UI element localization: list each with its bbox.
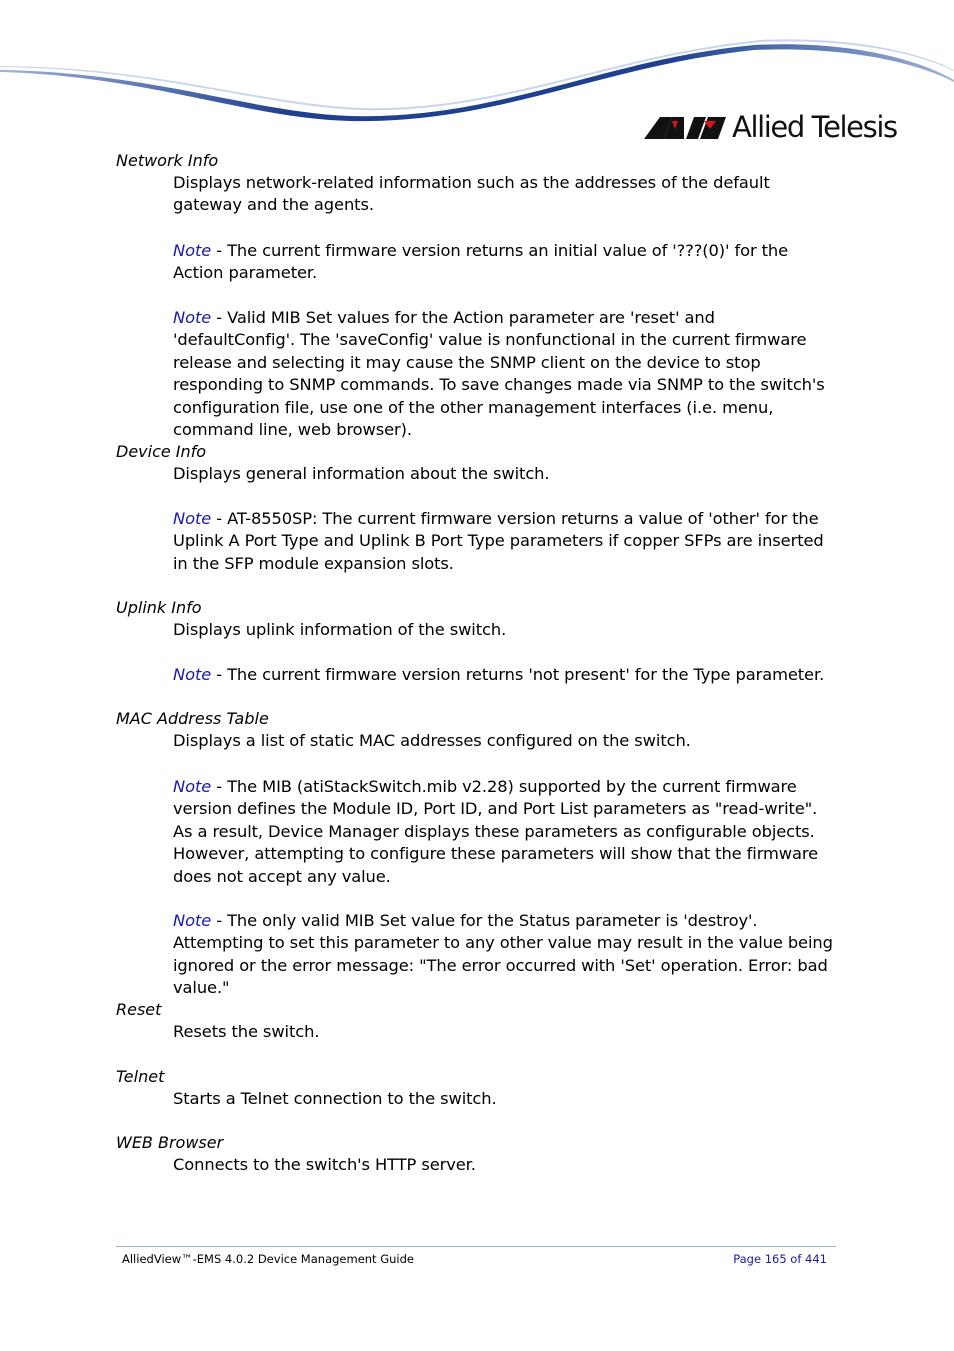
paragraph xyxy=(173,1154,841,1176)
section-title-web-browser: WEB Browser xyxy=(116,1133,224,1152)
note-paragraph xyxy=(173,240,841,285)
note-paragraph xyxy=(173,910,841,1000)
note-label: Note xyxy=(173,911,212,930)
paragraph xyxy=(173,1021,841,1043)
note-label: Note xyxy=(173,777,212,796)
paragraph-text: Connects to the switch's HTTP server. xyxy=(173,1155,476,1174)
note-paragraph xyxy=(173,776,841,888)
paragraph-text: Displays network-related information such as the addresses of the default gateway and the agents. xyxy=(173,173,770,215)
paragraph-text: Displays uplink information of the switch. xyxy=(173,620,507,639)
paragraph xyxy=(173,730,841,752)
paragraph xyxy=(173,619,841,641)
note-paragraph xyxy=(173,664,841,686)
section-title-uplink-info: Uplink Info xyxy=(116,598,202,617)
section-title-mac-address-table: MAC Address Table xyxy=(116,709,269,728)
logo-text: Allied Telesis xyxy=(732,110,897,144)
footer-document-title: AlliedView™-EMS 4.0.2 Device Management Guide xyxy=(122,1252,414,1266)
allied-telesis-logo xyxy=(644,112,906,146)
paragraph xyxy=(173,172,841,217)
footer-divider xyxy=(116,1246,836,1247)
note-label: Note xyxy=(173,509,212,528)
note-text: - AT-8550SP: The current firmware version returns a value of 'other' for the Uplink A Port Type and Uplink B Port Type parameters if copper SFPs are inserted in the SFP module expansion slots. xyxy=(173,509,824,573)
note-paragraph xyxy=(173,508,841,575)
paragraph xyxy=(173,1088,841,1110)
note-text: - Valid MIB Set values for the Action parameter are 'reset' and 'defaultConfig'. The 'saveConfig' value is nonfunctional in the current firmware release and selecting it may cause the SNMP client on the device to stop responding to SNMP commands. To save changes made via SNMP to the switch's configuration file, use one of the other management interfaces (i.e. menu, command line, web browser). xyxy=(173,308,825,440)
footer-page-number: Page 165 of 441 xyxy=(733,1252,827,1266)
section-title-reset: Reset xyxy=(116,1000,162,1019)
paragraph xyxy=(173,463,841,485)
section-title-network-info: Network Info xyxy=(116,151,219,170)
section-title-telnet: Telnet xyxy=(116,1067,165,1086)
note-text: - The MIB (atiStackSwitch.mib v2.28) supported by the current firmware version defines the Module ID, Port ID, and Port List parameters as "read-write". As a result, Device Manager displays these parameters as configurable objects. However, attempting to configure these parameters will show that the firmware does not accept any value. xyxy=(173,777,819,886)
note-label: Note xyxy=(173,308,212,327)
note-text: - The only valid MIB Set value for the Status parameter is 'destroy'. Attempting to set this parameter to any other value may result in the value being ignored or the error message: "The error occurred with 'Set' operation. Error: bad value." xyxy=(173,911,833,998)
note-text: - The current firmware version returns an initial value of '???(0)' for the Action parameter. xyxy=(173,241,789,283)
paragraph-text: Displays a list of static MAC addresses configured on the switch. xyxy=(173,731,691,750)
paragraph-text: Displays general information about the switch. xyxy=(173,464,550,483)
note-paragraph xyxy=(173,307,841,441)
paragraph-text: Starts a Telnet connection to the switch. xyxy=(173,1089,497,1108)
note-text: - The current firmware version returns 'not present' for the Type parameter. xyxy=(211,665,825,684)
section-title-device-info: Device Info xyxy=(116,442,207,461)
note-label: Note xyxy=(173,241,212,260)
note-label: Note xyxy=(173,665,212,684)
paragraph-text: Resets the switch. xyxy=(173,1022,320,1041)
logo-mark-icon xyxy=(644,117,726,139)
